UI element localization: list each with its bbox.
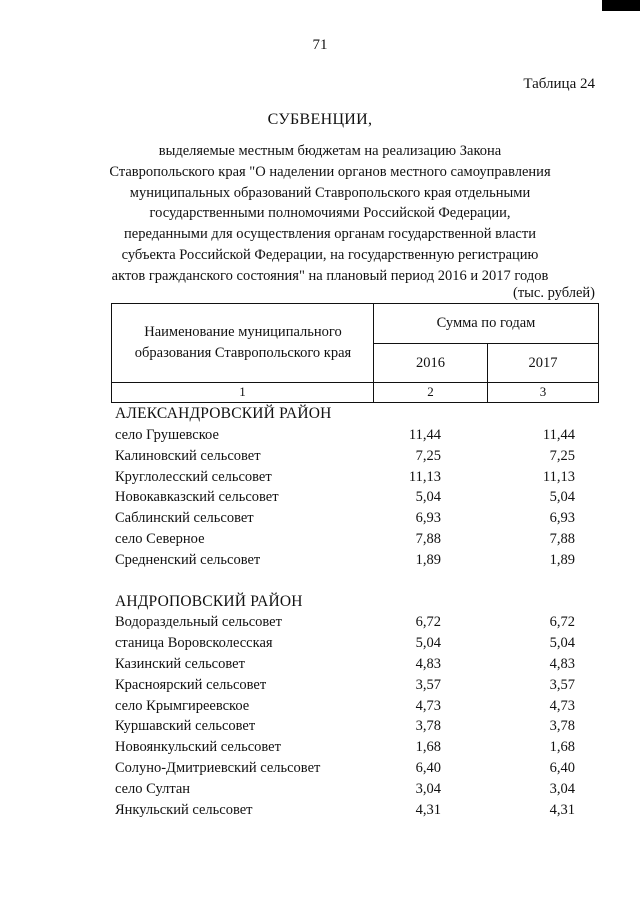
header-year-2016: 2016: [416, 355, 445, 371]
row-value-2017: 3,57: [549, 677, 575, 693]
subtitle-line: субъекта Российской Федерации, на государственную регистрацию: [121, 246, 539, 263]
row-value-2016: 5,04: [415, 489, 441, 505]
header-name-cell: Наименование муниципального образования Ставропольского края: [134, 324, 352, 361]
row-value-2016: 5,04: [415, 635, 441, 651]
table-row: [115, 427, 575, 447]
row-value-2016: 7,25: [415, 448, 441, 464]
table-row: [115, 552, 575, 572]
row-value-2017: 6,72: [549, 614, 575, 630]
table-label: Таблица 24: [523, 76, 595, 92]
row-value-2016: 4,83: [415, 656, 441, 672]
table-row: [115, 698, 575, 718]
header-sum-cell: Сумма по годам: [436, 315, 536, 331]
row-name: село Крымгиреевское: [115, 698, 250, 714]
row-name: Круглолесский сельсовет: [115, 469, 272, 485]
table-row: [115, 739, 575, 759]
row-value-2017: 7,25: [549, 448, 575, 464]
subtitle-line: выделяемые местным бюджетам на реализацию Закона: [158, 143, 502, 159]
section-title: АЛЕКСАНДРОВСКИЙ РАЙОН: [115, 405, 332, 422]
row-value-2016: 6,93: [415, 510, 441, 526]
column-number-1: 1: [239, 384, 246, 399]
row-name: Саблинский сельсовет: [115, 510, 254, 526]
row-value-2016: 11,13: [408, 469, 441, 485]
header-divider-sum: [373, 343, 598, 344]
row-value-2016: 3,78: [415, 718, 441, 734]
row-value-2016: 3,04: [415, 781, 441, 797]
row-value-2017: 3,78: [549, 718, 575, 734]
row-value-2017: 6,93: [549, 510, 575, 526]
subtitle-line: Ставропольского края "О наделении органов местного самоуправления: [109, 163, 551, 180]
subtitle-line: переданными для осуществления органам государственной власти: [124, 226, 536, 243]
row-value-2016: 4,73: [415, 698, 441, 714]
table-row: [115, 781, 575, 801]
row-name: станица Воровсколесская: [115, 635, 273, 651]
row-name: Водораздельный сельсовет: [115, 614, 282, 630]
row-name: Калиновский сельсовет: [115, 448, 261, 464]
row-value-2017: 11,44: [542, 427, 575, 443]
row-value-2017: 1,89: [549, 552, 575, 568]
document-title: СУБВЕНЦИИ,: [267, 111, 373, 128]
row-name: Янкульский сельсовет: [115, 802, 253, 818]
row-value-2016: 1,89: [415, 552, 441, 568]
row-name: Красноярский сельсовет: [115, 677, 267, 693]
table-row: [115, 718, 575, 738]
row-value-2017: 7,88: [549, 531, 575, 547]
row-name: село Султан: [115, 781, 191, 797]
page-number: 71: [312, 37, 328, 53]
row-value-2017: 3,04: [549, 781, 575, 797]
subtitle-line: актов гражданского состояния" на плановый период 2016 и 2017 годов: [111, 267, 549, 284]
row-value-2017: 4,83: [549, 656, 575, 672]
table-row: [115, 614, 575, 634]
subtitle-line: государственными полномочиями Российской Федерации,: [149, 205, 511, 222]
row-name: село Грушевское: [115, 427, 219, 443]
row-name: Казинский сельсовет: [115, 656, 245, 672]
row-value-2017: 5,04: [549, 489, 575, 505]
table-row: [115, 635, 575, 655]
row-name: Новокавказский сельсовет: [115, 489, 279, 505]
row-value-2017: 11,13: [542, 469, 575, 485]
row-value-2016: 7,88: [415, 531, 441, 547]
table-row: [115, 510, 575, 530]
table-row: [115, 489, 575, 509]
table-row: [115, 469, 575, 489]
row-value-2017: 6,40: [549, 760, 575, 776]
row-value-2016: 11,44: [408, 427, 441, 443]
table-row: [115, 677, 575, 697]
row-value-2016: 6,72: [415, 614, 441, 630]
column-number-2: 2: [427, 384, 434, 399]
scan-corner-mark: [602, 0, 640, 11]
row-name: Куршавский сельсовет: [115, 718, 256, 734]
row-value-2017: 1,68: [549, 739, 575, 755]
row-value-2017: 5,04: [549, 635, 575, 651]
table-row: [115, 448, 575, 468]
row-name: Новоянкульский сельсовет: [115, 739, 281, 755]
units-label: (тыс. рублей): [513, 285, 595, 301]
column-number-3: 3: [539, 384, 547, 399]
table-row: [115, 760, 575, 780]
subtitle-line: муниципальных образований Ставропольского края отдельными: [129, 184, 531, 201]
header-year-2017: 2017: [528, 355, 558, 371]
row-name: Солуно-Дмитриевский сельсовет: [115, 760, 321, 776]
row-name: Средненский сельсовет: [115, 552, 261, 568]
row-value-2016: 4,31: [415, 802, 441, 818]
table-row: [115, 802, 575, 822]
row-value-2017: 4,31: [549, 802, 575, 818]
section-title: АНДРОПОВСКИЙ РАЙОН: [115, 593, 303, 610]
table-row: [115, 656, 575, 676]
document-subtitle: [100, 141, 560, 287]
row-name: село Северное: [115, 531, 205, 547]
row-value-2016: 3,57: [415, 677, 441, 693]
row-value-2016: 6,40: [415, 760, 441, 776]
row-value-2017: 4,73: [549, 698, 575, 714]
table-row: [115, 531, 575, 551]
row-value-2016: 1,68: [415, 739, 441, 755]
